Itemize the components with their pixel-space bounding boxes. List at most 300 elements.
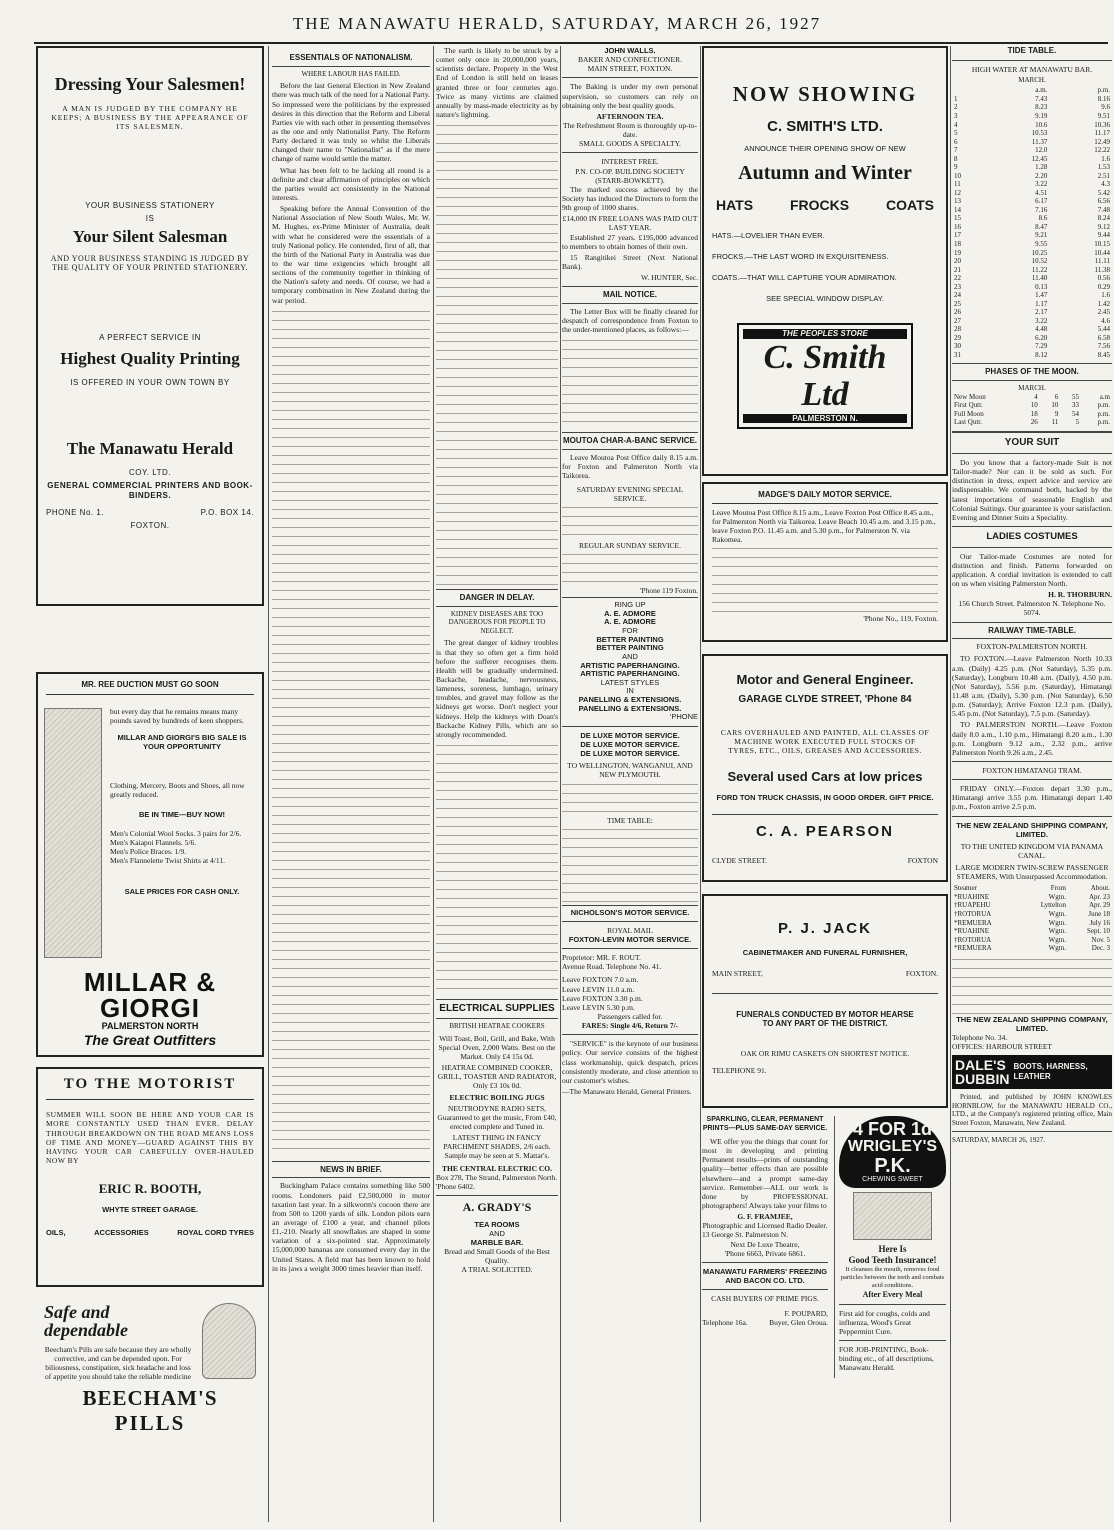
salesman-illustration [44, 708, 102, 958]
ad-line: DE LUXE MOTOR SERVICE. [580, 730, 680, 740]
framjee-ad [702, 1116, 828, 1378]
section-subheading: MARCH. [1018, 384, 1046, 393]
moon-row-cell: 55 [1072, 392, 1080, 401]
tide-row-cell: 29 [954, 333, 961, 342]
ad-line: Photographic and Licensed Radio Dealer. [702, 1221, 828, 1231]
tide-row [952, 325, 1112, 334]
article-paragraph: The earth is likely to be struck by a comet only once in 20,000,000 years, scientists declare. Property in the West End of London is still held on leases granted three or four centuries ago. Twice as many victims are claimed annually by mass-made electricity as by nature's lightning. [436, 46, 558, 119]
service-times [562, 503, 698, 541]
ad-line: 'Phone 119 Foxton. [562, 586, 698, 598]
ad-line: MARBLE BAR. [470, 1237, 524, 1247]
ship-row-cell: †ROTORUA [954, 910, 992, 918]
tide-row-cell: 2 [954, 103, 958, 112]
ad-line: ARTISTIC PAPERHANGING. [580, 660, 680, 670]
ad-text: OILS, [46, 1228, 66, 1238]
tide-row-cell: 1.6 [1101, 154, 1110, 163]
ad-text: Leave Moutoa Post Office daily 8.15 a.m. for Foxton and Palmerston North via Taikorea. [562, 453, 698, 481]
tide-row-cell: 9.12 [1097, 222, 1110, 231]
ad-line: DE LUXE MOTOR SERVICE. [580, 749, 680, 759]
article-paragraph: Buckingham Palace contains something like 500 rooms. Londoners paid £2,500,000 in motor taxation last year. In a silkworm's cocoon there are from 500 to 1200 yards of silk. London pilots earn an average of £100 a year, and channel pilots £1,-210. Nearly all snowflakes are shaped in some variation of a six-pointed star. Approximately 15,000,000 bananas are consumed every day in the United States. A field mat has been known to hold in its jaws a weight 3000 times heavier than itself. [272, 1181, 430, 1273]
c-smith-logo: THE PEOPLES STORE C. Smith Ltd PALMERSTON N. [737, 323, 913, 429]
article-subheading: KIDNEY DISEASES ARE TOO DANGEROUS FOR PEOPLE TO NEGLECT. [448, 609, 546, 635]
ad-line: Next De Luxe Theatre, [730, 1239, 800, 1249]
ad-line: TO WELLINGTON, WANGANUI, AND NEW PLYMOUTH. [567, 761, 693, 780]
ad-line: ELECTRIC BOILING JUGS [449, 1092, 545, 1102]
ad-text: WE offer you the things that count for most in developing and printing Permanent results—prints of outstanding quality—better effects than are possible elsewhere—and a prompt same-day service. Remember—ALL our work is done by PROFESSIONAL photographers! Always take your films to [702, 1137, 828, 1211]
tide-row-cell: 2.45 [1097, 308, 1110, 317]
brand-name: DUBBIN [955, 1071, 1010, 1088]
shipping-notes [952, 955, 1112, 1015]
brand-name: PILLS [114, 1411, 186, 1436]
moon-row-cell: 4 [1034, 392, 1038, 401]
ship-row [952, 927, 1112, 936]
brand-name: BEECHAM'S [82, 1385, 218, 1410]
timetable-line: Leave LEVIN 11.0 a.m. [562, 984, 635, 994]
section-subheading: HIGH WATER AT MANAWATU BAR. [971, 64, 1093, 74]
tide-row-cell: 17 [954, 231, 961, 240]
column-divider [268, 46, 269, 1522]
millar-giorgi-ad [36, 672, 264, 1057]
ad-line: Box 278, The Strand, Palmerston North. [436, 1172, 558, 1182]
ad-headline: YOUR SUIT [1004, 436, 1060, 448]
ship-row-cell: Nov. 5 [1091, 935, 1110, 944]
sale-item: Men's Police Braces. 1/9. [110, 847, 187, 857]
ad-line: FOXTON-LEVIN MOTOR SERVICE. [568, 935, 692, 945]
ad-line: AFTERNOON TEA. [596, 111, 664, 121]
ad-headline: Highest Quality Printing [60, 348, 240, 368]
ad-line: SMALL GOODS A SPECIALTY. [579, 139, 681, 149]
tide-row-cell: 11.37 [1031, 137, 1048, 146]
beecham-illustration [202, 1303, 256, 1379]
motorist-ad [36, 1067, 264, 1287]
column-divider [950, 46, 951, 1522]
tide-row-cell: 7.29 [1035, 342, 1048, 351]
moon-row-cell: 54 [1072, 409, 1080, 418]
tide-row-cell: 3.22 [1035, 316, 1048, 325]
tide-row-cell: 1.17 [1035, 299, 1048, 308]
tide-row-cell: 0.56 [1097, 274, 1110, 283]
tide-row-cell: 8.24 [1097, 214, 1110, 223]
tide-row-cell: 28 [954, 325, 961, 334]
imprint-text: Printed, and published by JOHN KNOWLES HORNBLOW, for the MANAWATU HERALD CO., LTD., at the Company's registered printing office, Main Street Foxton, Manawatu, New Zealand. [952, 1093, 1112, 1127]
ad-headline: LADIES COSTUMES [986, 531, 1078, 542]
tide-row [952, 266, 1112, 275]
ad-line: After Every Meal [862, 1289, 923, 1299]
ship-row-cell: July 16 [1089, 918, 1110, 927]
moon-row-cell: 6 [1054, 392, 1059, 401]
timetable-text: FRIDAY ONLY.—Foxton depart 3.30 p.m., Himatangi arrive 3.55 p.m. Himatangi depart 1.40 p.m., Foxton arrive 2.5 p.m. [952, 784, 1112, 812]
article-heading: NEWS IN BRIEF. [272, 1161, 430, 1179]
ship-row-cell: Dec. 3 [1091, 944, 1110, 953]
tide-row-cell: 14 [954, 205, 961, 214]
tide-row-cell: 10.53 [1031, 129, 1048, 138]
moon-row-cell: First Qutr. [954, 401, 983, 410]
ad-line: FOXTON [907, 855, 938, 865]
imprint-date: SATURDAY, MARCH 26, 1927. [952, 1136, 1045, 1145]
po-box: P.O. BOX 14. [200, 508, 254, 518]
moon-row-cell: 33 [1072, 401, 1080, 410]
ad-headline: Dressing Your Salesmen! [54, 74, 246, 94]
tide-row-cell: 0.29 [1097, 282, 1110, 291]
ad-line: A. E. ADMORE [604, 617, 656, 627]
ad-line: 'Phone 6402. [436, 1181, 475, 1191]
tide-row-cell: 7.48 [1097, 205, 1110, 214]
moon-row-cell: 26 [1030, 418, 1038, 427]
section-subheading: TO THE UNITED KINGDOM VIA PANAMA CANAL. [960, 841, 1104, 860]
tide-row-cell: 7.56 [1097, 342, 1110, 351]
ad-line: PANELLING & EXTENSIONS. [578, 695, 682, 705]
ad-line: 'PHONE [669, 712, 698, 722]
tide-row-cell: 13 [954, 197, 961, 206]
tide-row-cell: 11.17 [1094, 129, 1110, 138]
bottom-ads [702, 1116, 948, 1378]
tide-row-cell: 5 [954, 129, 958, 138]
moon-row [952, 418, 1112, 427]
tide-row-cell: 11.38 [1094, 265, 1110, 274]
moon-row [952, 410, 1112, 419]
ad-line: Proprietor: MR. F. ROUT. [562, 953, 641, 963]
ad-line: IS [145, 214, 155, 224]
ad-line: IN [626, 686, 634, 696]
section-heading: THE NEW ZEALAND SHIPPING COMPANY, LIMITED. [956, 820, 1108, 839]
article-continuation [436, 741, 558, 995]
section-heading: TIDE TABLE. [1007, 46, 1057, 55]
mail-times [562, 336, 698, 428]
tide-row [952, 189, 1112, 198]
pj-jack-ad [702, 894, 948, 1108]
column-divider [560, 46, 561, 1522]
masthead [0, 0, 1114, 44]
tide-row-cell: 31 [954, 350, 961, 359]
moon-row-cell: 5 [1075, 418, 1080, 427]
column-divider [700, 46, 701, 1522]
tide-row [952, 334, 1112, 343]
moon-row-cell: 9 [1054, 409, 1059, 418]
ship-col-header: About. [1090, 884, 1110, 893]
ad-text: Beecham's Pills are safe because they are wholly corrective, and can be depended upon. For biliousness, constipation, sick headache and loss of appetite you should take the reliable medicine [44, 1345, 192, 1382]
tide-row-cell: 8.45 [1097, 350, 1110, 359]
ad-headline: MANAWATU FARMERS' FREEZING AND BACON CO. LTD. [702, 1266, 828, 1286]
ad-line: HATS.—LOVELIER THAN EVER. [712, 230, 825, 240]
ad-line: REGULAR SUNDAY SERVICE. [579, 540, 681, 550]
tide-row-cell: 9 [954, 163, 958, 172]
garage-name: ERIC R. BOOTH, [98, 1181, 202, 1197]
ad-headline: Several used Cars at low prices [727, 769, 923, 785]
ad-line: MAIN STREET, FOXTON. [587, 64, 673, 74]
tide-row [952, 274, 1112, 283]
timetable-line: Leave FOXTON 3.30 p.m. [562, 993, 643, 1003]
ship-row-cell: Wgtn. [1048, 892, 1066, 901]
tide-row-cell: 8.6 [1038, 214, 1048, 223]
ship-row [952, 910, 1112, 919]
ship-col-header: From [1050, 884, 1066, 893]
tide-row [952, 291, 1112, 300]
wrigleys-ad [834, 1116, 946, 1378]
ad-line: COATS [886, 197, 934, 214]
moon-row-cell: p.m. [1097, 401, 1110, 410]
column-divider [433, 46, 434, 1522]
tide-row [952, 172, 1112, 181]
tide-row-cell: 3.22 [1035, 180, 1048, 189]
tide-row-cell: 9.21 [1035, 231, 1048, 240]
tide-row [952, 163, 1112, 172]
tide-table [952, 86, 1112, 359]
tide-row-cell: 11.40 [1031, 274, 1048, 283]
moon-row-cell: p.m. [1097, 409, 1110, 418]
herald-printing-ad [36, 46, 264, 606]
tide-row-cell: 4.51 [1035, 188, 1048, 197]
tide-row-cell: 8 [954, 154, 958, 163]
tide-row-cell: 10.25 [1031, 248, 1048, 257]
masthead-title: THE MANAWATU HERALD, SATURDAY, MARCH 26, 1927 [292, 14, 822, 33]
ad-line: ANNOUNCE THEIR OPENING SHOW OF NEW [744, 143, 906, 153]
tide-row [952, 146, 1112, 155]
ship-row-cell: June 18 [1088, 910, 1110, 918]
moon-row-cell: 11 [1051, 418, 1059, 427]
ad-line: MAIN STREET, [712, 969, 763, 979]
ad-line: A TRIAL SOLICITED. [461, 1265, 533, 1275]
tide-row-cell: 4.3 [1101, 180, 1110, 189]
ad-text: MILLAR AND GIORGI'S BIG SALE IS YOUR OPPORTUNITY [117, 733, 247, 752]
tide-row-cell: 11 [954, 180, 961, 189]
ad-line: TELEPHONE 91. [712, 1066, 767, 1076]
ad-line: Good Teeth Insurance! [848, 1255, 937, 1266]
ad-line: AND [622, 651, 638, 661]
tide-row-cell: 6.17 [1035, 197, 1048, 206]
article-paragraph: Before the last General Election in New Zealand there was much talk of the need for a National Party. So impressed were the politicians by the expressed desires in this direction that the Reform and Liberal Parties vie with each other in presenting themselves as the one and only Nationalist Party. The Reform Party declared it was truly so whilst the Liberals changed their name to "Nationalist" as if the mere change of name would settle the matter. [272, 81, 430, 164]
tide-row-cell: 7.16 [1035, 205, 1048, 214]
ad-headline: SPARKLING, CLEAR, PERMANENT PRINTS—PLUS SAME-DAY SERVICE. [702, 1116, 828, 1132]
tide-row-cell: 6.58 [1097, 333, 1110, 342]
business-name: C. A. PEARSON [756, 823, 894, 841]
ad-line: YOUR BUSINESS STATIONERY [85, 201, 215, 211]
ad-line: BAKER AND CONFECTIONER. [578, 55, 682, 65]
section-heading: RAILWAY TIME-TABLE. [952, 622, 1112, 640]
sale-item: Men's Flannelette Twist Shirts at 4/11. [110, 856, 225, 866]
ad-line: FOR [622, 626, 638, 636]
tide-row [952, 206, 1112, 215]
ad-text: SUMMER WILL SOON BE HERE AND YOUR CAR IS MORE CONSTANTLY USED THAN EVER. DELAY THROUGH BREAKDOWN ON THE ROAD MEANS LOSS OF TIME AND MONEY—GUARD AGAINST THIS BY HAVING YOUR CAR CAREFULLY OVER-HAULED NOW BY [46, 1110, 254, 1165]
tide-row-cell: 30 [954, 342, 961, 351]
tide-row [952, 180, 1112, 189]
tide-row [952, 138, 1112, 147]
timetable-line: Leave LEVIN 5.30 p.m. [562, 1002, 635, 1012]
tide-row-cell: 23 [954, 282, 961, 291]
ad-line: CABINETMAKER AND FUNERAL FURNISHER, [742, 948, 908, 958]
ship-row-cell: Sept. 10 [1087, 927, 1110, 936]
business-name: C. SMITH'S LTD. [767, 117, 883, 135]
tide-row [952, 121, 1112, 130]
masthead-rule [34, 42, 1108, 44]
moon-phase-table [952, 393, 1112, 427]
ad-line: FROCKS [789, 197, 850, 214]
ad-line: IS OFFERED IN YOUR OWN TOWN BY [70, 377, 230, 387]
ad-text: FOR JOB-PRINTING, Book-binding etc., of all descriptions, Manawatu Herald. [839, 1345, 934, 1373]
ad-line: FOXTON. [905, 969, 938, 979]
ad-line: GENERAL COMMERCIAL PRINTERS AND BOOK-BINDERS. [47, 480, 253, 500]
ad-text: The marked success achieved by the Society has induced the Directors to form the 9th group of 1000 shares. [562, 184, 698, 213]
beechams-ad [36, 1303, 264, 1443]
tide-row [952, 257, 1112, 266]
moon-row-cell: 18 [1030, 409, 1038, 418]
tide-row-cell: 16 [954, 222, 961, 231]
business-name: P. J. JACK [778, 920, 872, 937]
article-continuation [272, 307, 430, 1157]
tide-row [952, 197, 1112, 206]
ad-line: HEATRAE COMBINED COOKER, GRILL, TOASTER AND RADIATOR, Only £3 10s 0d. [437, 1063, 557, 1091]
ad-line: ROYAL MAIL [607, 925, 653, 935]
madge-motor-ad [702, 482, 948, 642]
ship-row-cell: *REMUERA [954, 944, 992, 953]
ad-text: WHYTE STREET GARAGE. [102, 1205, 198, 1214]
tide-row-cell: 8.16 [1097, 94, 1110, 103]
ad-line: FORD TON TRUCK CHASSIS, IN GOOD ORDER. GIFT PRICE. [716, 793, 934, 803]
ad-line: PANELLING & EXTENSIONS. [578, 703, 682, 713]
ad-text: The Baking is under my own personal supervision, so customers can rely on obtaining only the best quality goods. [562, 82, 698, 110]
tide-row-cell: 6.56 [1097, 197, 1110, 206]
ship-row-cell: *REMUERA [954, 918, 992, 927]
timetable-text: TO PALMERSTON NORTH.—Leave Foxton daily 8.0 a.m., 1.10 p.m., Himatangi 8.20 a.m., 1.30 p.m. Longburn 9.12 a.m., 2.32 p.m., arrive Palmerston North 9.26 a.m., 2.45. [952, 720, 1112, 757]
ad-line: Buyer, Glen Oroua. [769, 1318, 828, 1328]
tide-row [952, 129, 1112, 138]
ad-line: OFFICES: HARBOUR STREET [952, 1042, 1053, 1052]
ship-row-cell: Wgtn. [1048, 918, 1066, 927]
tide-row [952, 283, 1112, 292]
shipping-table [952, 884, 1112, 952]
ad-line: W. HUNTER, Sec. [640, 273, 698, 283]
ad-text: It cleanses the mouth, removes food particles between the teeth and combats acid conditions. [840, 1266, 945, 1289]
ship-row-cell: Lyttelton [1040, 901, 1066, 910]
business-name: JOHN WALLS. [604, 46, 656, 55]
ad-text: First aid for coughs, colds and influenza, Wood's Great Peppermint Cure. [839, 1308, 930, 1336]
tide-row [952, 112, 1112, 121]
ad-line: CASH BUYERS OF PRIME PIGS. [711, 1294, 819, 1304]
admore-ad [562, 601, 698, 722]
tide-row-cell: 5.42 [1097, 188, 1110, 197]
ad-line: COATS.—THAT WILL CAPTURE YOUR ADMIRATION. [712, 272, 897, 282]
business-name: H. R. THORBURN. [1048, 590, 1112, 600]
section-heading: MOUTOA CHAR-A-BANC SERVICE. [562, 432, 698, 450]
ad-text: FUNERALS CONDUCTED BY MOTOR HEARSE TO ANY PART OF THE DISTRICT. [736, 1009, 914, 1029]
ad-text: CARS OVERHAULED AND PAINTED, ALL CLASSES OF MACHINE WORK EXECUTED FULL STOCKS OF TYRES, ETC., OILS, GREASES AND ACCESSORIES. [720, 728, 930, 756]
ad-line: AND YOUR BUSINESS STANDING IS JUDGED BY THE QUALITY OF YOUR PRINTED STATIONERY. [50, 253, 250, 273]
service-details [712, 544, 938, 614]
tide-row-cell: 1.28 [1035, 163, 1048, 172]
brand-name: DALE'S [955, 1057, 1006, 1074]
ad-line: OAK OR RIMU CASKETS ON SHORTEST NOTICE. [740, 1049, 910, 1059]
ad-line: Bread and Small Goods of the Best Quality. [444, 1247, 550, 1266]
tide-row-cell: 2.51 [1097, 171, 1110, 180]
ad-line: CLYDE STREET. [712, 855, 767, 865]
ad-line: SATURDAY EVENING SPECIAL SERVICE. [576, 484, 684, 503]
ad-text: "SERVICE" is the keynote of our business policy. Our service consists of the highest class workmanship, quick despatch, prices consistently moderate, and close attention to our customer's wishes. [562, 1039, 698, 1085]
ad-line: F. POUPARD, [784, 1309, 828, 1319]
column-6 [952, 46, 1112, 1522]
ship-row-cell: Apr. 23 [1089, 892, 1110, 901]
dales-dubbin-ad [952, 1055, 1112, 1089]
ad-line: Will Toast, Boil, Grill, and Bake, With Special Oven, 2,000 Watts. Best on the Market. Only £4 15s 0d. [438, 1033, 556, 1062]
article-continuation [436, 121, 558, 585]
moon-row-cell: Full Moon [954, 409, 984, 418]
ad-line: £14,000 IN FREE LOANS WAS PAID OUT LAST YEAR. [562, 214, 698, 233]
ad-line: SEE SPECIAL WINDOW DISPLAY. [766, 293, 884, 303]
timetable-line: Leave FOXTON 7.0 a.m. [562, 975, 639, 985]
tide-row-cell: 18 [954, 239, 961, 248]
ship-row-cell: Wgtn. [1048, 935, 1066, 944]
tide-row-cell: 9.51 [1097, 112, 1110, 121]
tide-row [952, 249, 1112, 258]
tide-row-cell: 1.47 [1035, 291, 1048, 300]
tide-row-cell: 10.15 [1094, 239, 1110, 248]
tide-row [952, 342, 1112, 351]
ad-text: SALE PRICES FOR CASH ONLY. [124, 887, 240, 897]
section-heading: MAIL NOTICE. [562, 286, 698, 304]
ad-text: ROYAL CORD TYRES [177, 1228, 254, 1238]
ad-line: TIME TABLE: [607, 815, 653, 825]
ad-line: RING UP [614, 600, 646, 610]
ad-subtext: A MAN IS JUDGED BY THE COMPANY HE KEEPS; A BUSINESS BY THE APPEARANCE OF ITS SALESMEN. [51, 103, 249, 132]
tide-row-cell: 9.55 [1035, 239, 1048, 248]
millar-giorgi-logo: MILLAR & GIORGI PALMERSTON NORTH The Great Outfitters [83, 966, 217, 1048]
article-paragraph: The great danger of kidney troubles is that they so often get a firm hold before the sufferer recognises them. Health will be gradually undermined. Backache, headache, nervousness, lameness, soreness, lumbago, urinary troubles, and gravel may follow as the kidneys get worse. Don't neglect your kidneys. Help the kidneys with Doan's Backache Kidney Pills, which are so strongly recommended. [436, 638, 558, 739]
ad-line: DE LUXE MOTOR SERVICE. [580, 740, 680, 750]
ship-row [952, 936, 1112, 945]
ad-line: The Refreshment Room is thoroughly up-to-date. [563, 120, 697, 140]
article-paragraph: Speaking before the Annual Convention of the National Association of New South Wales, Mr. W. M. Hughes, ex-Prime Minister of Australia, dealt with what he considered were the essentials of a truly National policy. He contended, first of all, that the birth of the National Party in Australia was due to the war time exigencies which brought all sections of the community together in thinking of the Nation's safety and needs. Of course, we had a temporary combination in New Zealand during the war period. [272, 204, 430, 305]
ad-text: Leave Moutoa Post Office 8.15 a.m., Leave Foxton Post Office 8.45 a.m., for Palmerston North via Taikorea. Leave Beach 10.45 a.m. and 3.15 p.m., leave Foxton P.O. 11.45 a.m. and 5.30 p.m., for Palmerston N. via Rakomea. [712, 507, 936, 545]
ad-line: 13 George St. Palmerston N. [702, 1230, 789, 1240]
tide-row-cell: 1.53 [1097, 163, 1110, 172]
moon-row-cell: Last Qutr. [954, 418, 982, 427]
wrigleys-logo: 4 FOR 1d WRIGLEY'S P.K. CHEWING SWEET [839, 1116, 946, 1188]
article-heading: DANGER IN DELAY. [436, 589, 558, 607]
tide-row-cell: 26 [954, 308, 961, 317]
ad-headline: NOW SHOWING [732, 82, 918, 106]
ad-headline: Your Silent Salesman [72, 226, 228, 246]
tide-row-cell: 7 [954, 146, 958, 155]
ad-text: Clothing, Mercery, Boots and Shoes, all now greatly reduced. [110, 781, 245, 800]
business-name: G. F. FRAMJEE, [737, 1212, 793, 1222]
ad-line: BRITISH HEATRAE COOKERS [449, 1022, 545, 1031]
tide-col-header: a.m. [1035, 86, 1048, 95]
tide-row-cell: 27 [954, 316, 961, 325]
ship-row [952, 944, 1112, 953]
ad-line: Telephone No. 34. [952, 1032, 1008, 1042]
tide-row-cell: 8.47 [1035, 222, 1048, 231]
tide-row-cell: 1.6 [1101, 291, 1110, 300]
ad-headline: Motor and General Engineer. [736, 672, 914, 687]
tide-row-cell: 22 [954, 274, 961, 283]
ad-line: BETTER PAINTING [596, 634, 664, 644]
tide-row-cell: 2.17 [1035, 308, 1048, 317]
ad-line: ARTISTIC PAPERHANGING. [580, 669, 680, 679]
article-subheading: WHERE LABOUR HAS FAILED. [301, 69, 401, 78]
ad-line: AND [489, 1228, 505, 1238]
tide-row-cell: 3 [954, 112, 958, 121]
tide-row-cell: 19 [954, 248, 961, 257]
timetable-text: TO FOXTON.—Leave Palmerston North 10.33 a.m. (Daily) 4.25 p.m. (Not Saturday), 5.35 p.m. (Saturday), Longburn 10.48 a.m. (Daily), 4.50 p.m. (Not Saturday), 5.56 p.m. (Saturday), Himatangi 11.48 a.m. (Daily), 5.30 p.m. (Not Saturday), 6.50 p.m. (Saturday); Arrive Foxton 12.3 p.m. (Daily), 5.45 p.m. (Not Saturday), 7.5 p.m. (Saturday). [952, 654, 1112, 719]
tide-row-cell: 10.44 [1094, 248, 1110, 257]
tide-row-cell: 24 [954, 291, 961, 300]
section-subheading: MARCH. [1018, 75, 1046, 84]
ship-row [952, 893, 1112, 902]
tide-row [952, 300, 1112, 309]
tide-row-cell: 20 [954, 257, 961, 266]
tide-row-cell: 10.6 [1035, 120, 1048, 129]
tide-row-cell: 5.44 [1097, 325, 1110, 334]
moon-row-cell: p.m. [1097, 418, 1110, 427]
ad-text: 15 Rangitikei Street (Next National Bank). [562, 252, 698, 271]
